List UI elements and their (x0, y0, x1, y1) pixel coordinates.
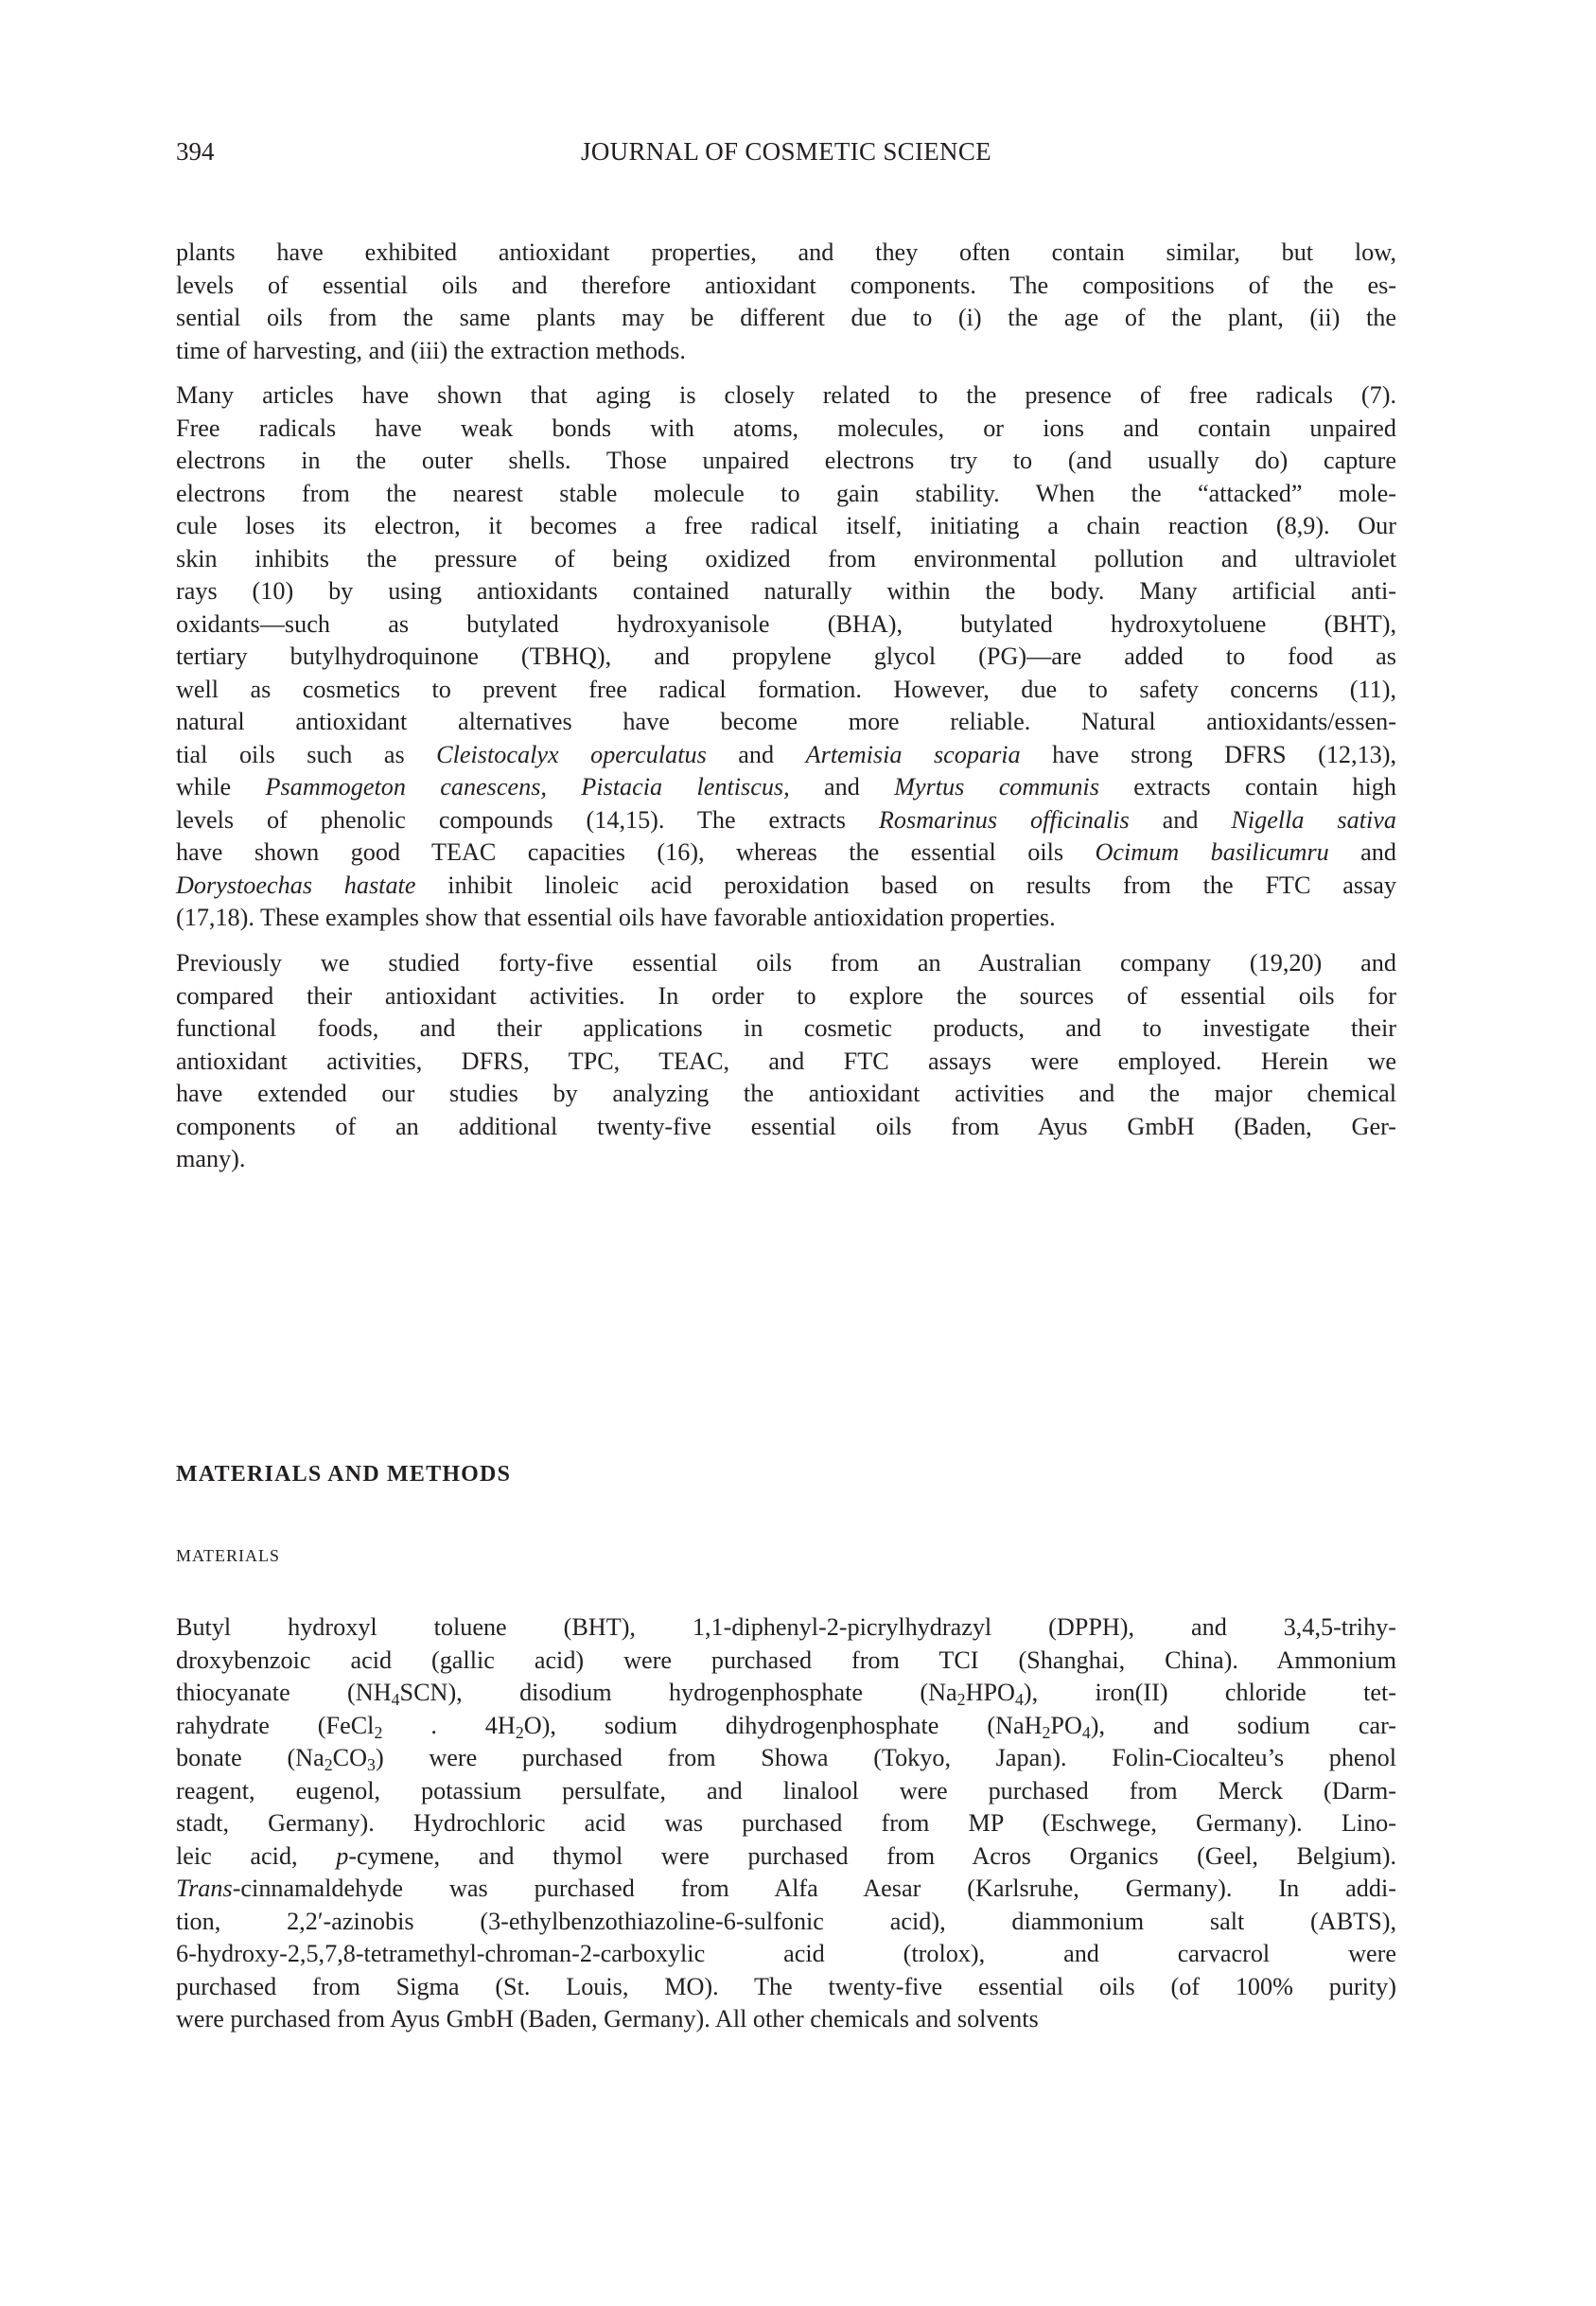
subsection-heading: MATERIALS (176, 1546, 281, 1565)
text-line (176, 1742, 1396, 1775)
subscript: 2 (1042, 1722, 1051, 1742)
subscript: 4 (391, 1689, 400, 1709)
text-run: SCN), disodium hydrogenphosphate (Na (399, 1679, 957, 1706)
text-line (176, 947, 1396, 980)
italic-run: Nigella sativa (1231, 805, 1396, 834)
text-line (176, 1012, 1396, 1046)
text-line (176, 706, 1396, 739)
text-line (176, 1111, 1396, 1144)
text-run: leic acid, (176, 1841, 337, 1870)
text-run: bonate (Na (176, 1744, 324, 1771)
text-line (176, 510, 1396, 543)
paragraph-materials-1 (176, 1611, 1396, 2036)
text-line (176, 575, 1396, 608)
text-run: have extended our studies by analyzing the antioxidant activities and the major chemical (176, 1080, 1396, 1107)
text-run: and (1328, 838, 1396, 866)
text-run: well as cosmetics to prevent free radical formation. However, due to safety concerns (11), (176, 675, 1396, 703)
italic-run: Dorystoechas hastate (176, 871, 416, 899)
text-run: ), and sodium car- (1090, 1711, 1396, 1739)
italic-run: Trans (176, 1875, 233, 1902)
subscript: 2 (515, 1722, 524, 1742)
text-line (176, 413, 1396, 446)
text-run: and (789, 773, 895, 801)
text-run: ), iron(II) chloride tet- (1023, 1679, 1396, 1706)
text-line (176, 445, 1396, 478)
text-line (176, 1143, 1396, 1176)
text-line (176, 1710, 1396, 1743)
text-line (176, 1938, 1396, 1971)
text-run: HPO (965, 1679, 1015, 1706)
page-number: 394 (176, 137, 215, 166)
paragraph-intro-3 (176, 947, 1396, 1176)
text-run: electrons from the nearest stable molecule to gain stability. When the “attacked” mole- (176, 479, 1396, 507)
text-line (176, 478, 1396, 511)
italic-run: Rosmarinus officinalis (878, 805, 1130, 834)
subscript: 4 (1014, 1689, 1024, 1709)
text-line (176, 1677, 1396, 1710)
text-run: natural antioxidant alternatives have become more reliable. Natural antioxidants/essen- (176, 708, 1396, 735)
text-run: and (706, 740, 806, 768)
text-line (176, 1645, 1396, 1678)
text-run: rays (10) by using antioxidants contained naturally within the body. Many artificial anti- (176, 577, 1396, 605)
text-line (176, 1840, 1396, 1874)
italic-run: Ocimum basilicumru (1095, 838, 1329, 866)
text-run: cule loses its electron, it becomes a free radical itself, initiating a chain reaction (8,9). Our (176, 512, 1396, 539)
paragraph-intro-2 (176, 379, 1396, 935)
text-run: time of harvesting, and (iii) the extraction methods. (176, 336, 686, 364)
text-run: PO (1050, 1711, 1082, 1739)
text-run: (17,18). These examples show that essential oils have favorable antioxidation properties. (176, 904, 1056, 931)
text-line (176, 980, 1396, 1013)
text-line (176, 739, 1396, 772)
text-line (176, 2003, 1396, 2036)
text-run: stadt, Germany). Hydrochloric acid was purchased from MP (Eschwege, Germany). Lino- (176, 1809, 1396, 1837)
text-line (176, 379, 1396, 413)
text-run: droxybenzoic acid (gallic acid) were purchased from TCI (Shanghai, China). Ammonium (176, 1646, 1396, 1674)
text-line (176, 237, 1396, 270)
text-run: rahydrate (FeCl (176, 1711, 375, 1739)
text-run: skin inhibits the pressure of being oxidized from environmental pollution and ultraviolet (176, 544, 1396, 572)
text-run: antioxidant activities, DFRS, TPC, TEAC, and FTC assays were employed. Herein we (176, 1047, 1396, 1075)
text-run: O), sodium dihydrogenphosphate (NaH (523, 1711, 1043, 1739)
text-run: -cymene, and thymol were purchased from Acros Organics (Geel, Belgium). (348, 1841, 1396, 1870)
text-run: many). (176, 1145, 246, 1172)
text-line (176, 771, 1396, 804)
text-run: Free radicals have weak bonds with atoms, molecules, or ions and contain unpaired (176, 414, 1396, 442)
text-line (176, 1873, 1396, 1906)
text-line (176, 641, 1396, 674)
text-line (176, 870, 1396, 903)
text-line (176, 1611, 1396, 1645)
running-head (176, 134, 1396, 168)
paragraph-intro-1 (176, 237, 1396, 367)
text-run: thiocyanate (NH (176, 1679, 392, 1706)
text-line (176, 302, 1396, 335)
text-run: compared their antioxidant activities. In order to explore the sources of essential oils for (176, 981, 1396, 1010)
subscript: 2 (956, 1689, 966, 1709)
text-line (176, 804, 1396, 837)
text-run: tertiary butylhydroquinone (TBHQ), and propylene glycol (PG)—are added to food as (176, 643, 1396, 670)
text-line (176, 836, 1396, 870)
italic-run: p (336, 1841, 349, 1870)
text-line (176, 608, 1396, 642)
italic-run: Cleistocalyx operculatus (436, 740, 707, 768)
text-run: were purchased from Ayus GmbH (Baden, Germany). All other chemicals and solvents (176, 2005, 1039, 2033)
text-run: plants have exhibited antioxidant properties, and they often contain similar, but low, (176, 238, 1396, 266)
italic-run: Artemisia scoparia (805, 740, 1021, 768)
text-run: electrons in the outer shells. Those unpaired electrons try to (and usually do) capture (176, 447, 1396, 474)
text-run: . 4H (382, 1711, 516, 1739)
subscript: 2 (374, 1722, 383, 1742)
text-run: CO (332, 1744, 368, 1771)
text-run: 6-hydroxy-2,5,7,8-tetramethyl-chroman-2-carboxylic acid (trolox), and carvacrol were (176, 1940, 1396, 1967)
text-line (176, 1807, 1396, 1840)
text-line (176, 674, 1396, 707)
text-line (176, 902, 1396, 935)
text-run: oxidants—such as butylated hydroxyanisole (BHA), butylated hydroxytoluene (BHT), (176, 609, 1396, 638)
text-line (176, 1046, 1396, 1079)
text-run: Many articles have shown that aging is closely related to the presence of free radicals (7). (176, 381, 1396, 409)
text-run: while (176, 773, 266, 801)
text-line (176, 270, 1396, 303)
text-run: reagent, eugenol, potassium persulfate, and linalool were purchased from Merck (Darm- (176, 1776, 1396, 1804)
text-run: purchased from Sigma (St. Louis, MO). The twenty-five essential oils (of 100% purity) (176, 1972, 1396, 2000)
text-run: Butyl hydroxyl toluene (BHT), 1,1-diphenyl-2-picrylhydrazyl (DPPH), and 3,4,5-trihy- (176, 1613, 1396, 1641)
text-run: functional foods, and their applications in cosmetic products, and to investigate their (176, 1014, 1396, 1042)
section-heading: MATERIALS AND METHODS (176, 1462, 512, 1487)
journal-title: JOURNAL OF COSMETIC SCIENCE (581, 137, 991, 166)
text-run: have shown good TEAC capacities (16), whereas the essential oils (176, 838, 1096, 866)
text-run: extracts contain high (1098, 773, 1396, 801)
text-run: tion, 2,2′-azinobis (3-ethylbenzothiazoline-6-sulfonic acid), diammonium salt (ABTS), (176, 1907, 1396, 1935)
italic-run: Psammogeton canescens, Pistacia lentiscus, (265, 773, 790, 801)
subscript: 3 (367, 1754, 376, 1774)
text-run: tial oils such as (176, 740, 437, 768)
subscript: 4 (1081, 1722, 1091, 1742)
text-run: -cinnamaldehyde was purchased from Alfa Aesar (Karlsruhe, Germany). In addi- (232, 1875, 1396, 1902)
text-run: have strong DFRS (12,13), (1020, 740, 1397, 768)
text-run: Previously we studied forty-five essential oils from an Australian company (19,20) and (176, 949, 1396, 977)
text-run: sential oils from the same plants may be different due to (i) the age of the plant, (ii) the (176, 304, 1396, 331)
text-line (176, 335, 1396, 368)
text-run: inhibit linoleic acid peroxidation based on results from the FTC assay (415, 871, 1397, 899)
text-line (176, 1906, 1396, 1939)
text-run: and (1129, 805, 1232, 834)
text-line (176, 1078, 1396, 1111)
subscript: 2 (324, 1754, 333, 1774)
text-run: levels of essential oils and therefore antioxidant components. The compositions of the es- (176, 271, 1396, 299)
text-run: levels of phenolic compounds (14,15). The extracts (176, 805, 879, 834)
italic-run: Myrtus communis (894, 773, 1099, 801)
text-line (176, 543, 1396, 576)
text-line (176, 1971, 1396, 2004)
text-run: ) were purchased from Showa (Tokyo, Japan). Folin-Ciocalteu’s phenol (375, 1744, 1397, 1771)
text-line (176, 1775, 1396, 1808)
text-run: components of an additional twenty-five essential oils from Ayus GmbH (Baden, Ger- (176, 1112, 1396, 1140)
